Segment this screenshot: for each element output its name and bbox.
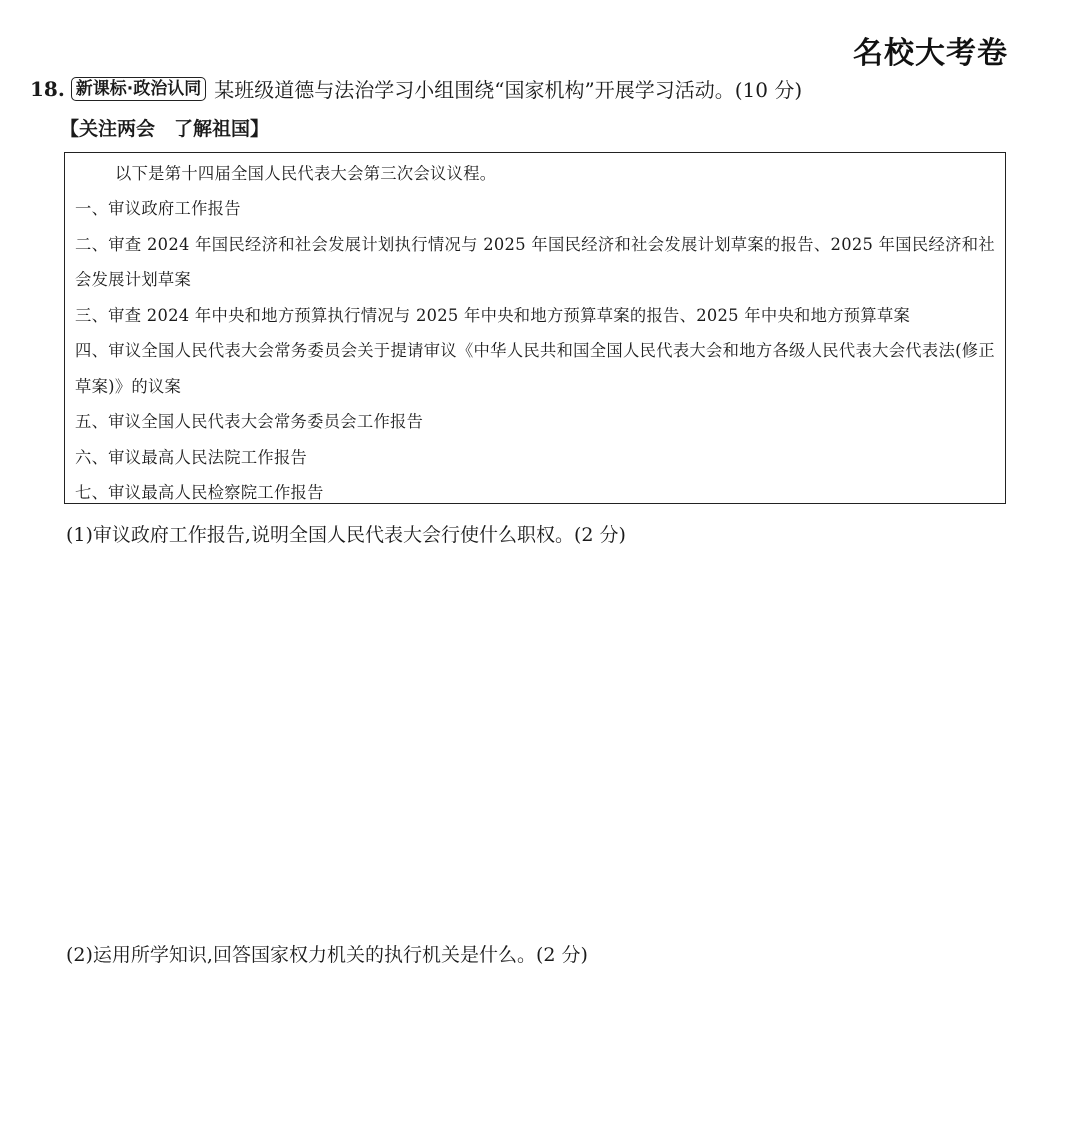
agenda-item-6: 六、审议最高人民法院工作报告: [75, 447, 308, 467]
agenda-box: [64, 152, 1006, 504]
question-number: 18.: [30, 76, 65, 101]
agenda-intro: 以下是第十四届全国人民代表大会第三次会议议程。: [115, 164, 497, 183]
question-tag: 新课标·政治认同: [71, 77, 206, 101]
agenda-item-1: 一、审议政府工作报告: [75, 199, 241, 218]
question-header: [30, 74, 1040, 103]
brand-title: 名校大考卷: [853, 36, 1008, 71]
sub-question-2: (2)运用所学知识,回答国家权力机关的执行机关是什么。(2 分): [66, 944, 588, 966]
answer-space-1[interactable]: [64, 555, 1006, 925]
agenda-item-3: 三、审查 2024 年中央和地方预算执行情况与 2025 年中央和地方预算草案的报告、2025 年中央和地方预算草案: [75, 305, 911, 325]
agenda-item-7: 七、审议最高人民检察院工作报告: [75, 483, 324, 502]
agenda-item-2: 二、审查 2024 年国民经济和社会发展计划执行情况与 2025 年国民经济和社会发展计划草案的报告、2025 年国民经济和社会发展计划草案: [75, 234, 995, 289]
agenda-item-4: 四、审议全国人民代表大会常务委员会关于提请审议《中华人民共和国全国人民代表大会和地方各级人民代表大会代表法(修正草案)》的议案: [75, 341, 995, 396]
section-title: 【关注两会 了解祖国】: [60, 118, 270, 140]
question-stem: 某班级道德与法治学习小组围绕“国家机构”开展学习活动。(10 分): [214, 78, 803, 102]
agenda-item-5: 五、审议全国人民代表大会常务委员会工作报告: [75, 412, 424, 431]
sub-question-1: (1)审议政府工作报告,说明全国人民代表大会行使什么职权。(2 分): [66, 524, 626, 546]
answer-space-2[interactable]: [64, 975, 1006, 1125]
